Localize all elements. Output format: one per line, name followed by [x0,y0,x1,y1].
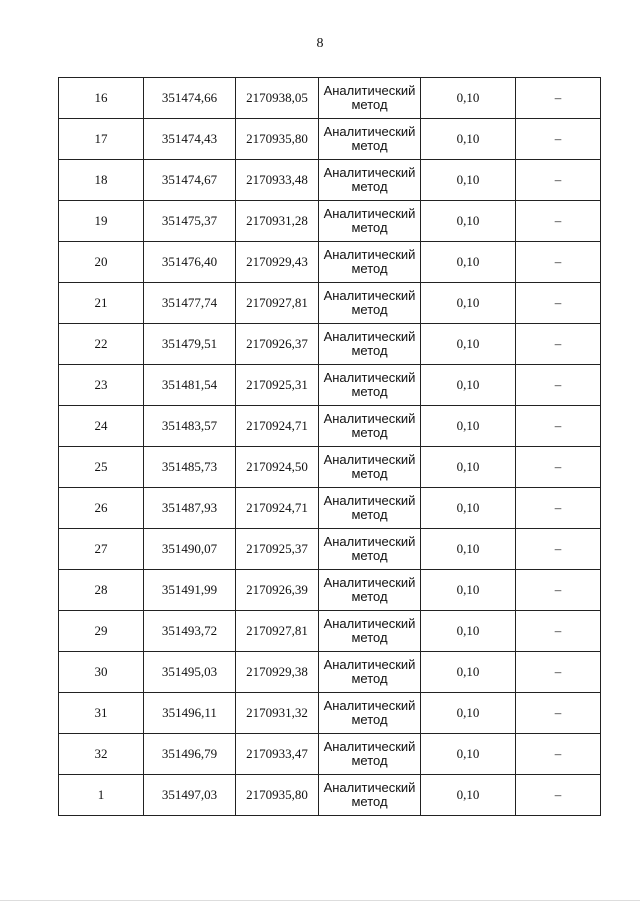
accuracy-cell: 0,10 [421,160,516,201]
note-cell: – [516,201,601,242]
method-line-2: метод [351,179,388,194]
x-coordinate-cell: 351476,40 [144,242,236,283]
method-cell [319,775,421,816]
point-number-cell: 22 [59,324,144,365]
x-coordinate-cell: 351491,99 [144,570,236,611]
method-line-1: Аналитический [323,370,416,385]
point-number-cell: 27 [59,529,144,570]
accuracy-cell: 0,10 [421,119,516,160]
y-coordinate-cell: 2170935,80 [236,119,319,160]
table-row [59,611,601,652]
x-coordinate-cell: 351490,07 [144,529,236,570]
x-coordinate-cell: 351479,51 [144,324,236,365]
x-coordinate-cell: 351474,67 [144,160,236,201]
method-line-1: Аналитический [323,534,416,549]
y-coordinate-cell: 2170938,05 [236,78,319,119]
note-cell: – [516,365,601,406]
x-coordinate-cell: 351477,74 [144,283,236,324]
y-coordinate-cell: 2170927,81 [236,283,319,324]
x-coordinate-cell: 351487,93 [144,488,236,529]
x-coordinate-cell: 351474,43 [144,119,236,160]
y-coordinate-cell: 2170933,48 [236,160,319,201]
x-coordinate-cell: 351485,73 [144,447,236,488]
method-line-2: метод [351,589,388,604]
table-row [59,78,601,119]
point-number-cell: 20 [59,242,144,283]
note-cell: – [516,324,601,365]
point-number-cell: 28 [59,570,144,611]
accuracy-cell: 0,10 [421,652,516,693]
method-line-2: метод [351,466,388,481]
method-line-1: Аналитический [323,616,416,631]
point-number-cell: 29 [59,611,144,652]
table-row [59,242,601,283]
table-row [59,447,601,488]
method-line-2: метод [351,97,388,112]
method-line-2: метод [351,261,388,276]
method-line-1: Аналитический [323,575,416,590]
point-number-cell: 23 [59,365,144,406]
table-row [59,283,601,324]
method-cell [319,119,421,160]
point-number-cell: 31 [59,693,144,734]
method-cell [319,283,421,324]
method-line-2: метод [351,507,388,522]
accuracy-cell: 0,10 [421,365,516,406]
x-coordinate-cell: 351493,72 [144,611,236,652]
y-coordinate-cell: 2170935,80 [236,775,319,816]
y-coordinate-cell: 2170927,81 [236,611,319,652]
method-line-1: Аналитический [323,288,416,303]
accuracy-cell: 0,10 [421,78,516,119]
method-line-2: метод [351,671,388,686]
x-coordinate-cell: 351481,54 [144,365,236,406]
method-line-2: метод [351,384,388,399]
method-cell [319,734,421,775]
method-cell [319,611,421,652]
note-cell: – [516,119,601,160]
method-cell [319,324,421,365]
method-line-2: метод [351,712,388,727]
table-row [59,652,601,693]
method-line-1: Аналитический [323,247,416,262]
table-row [59,119,601,160]
method-line-1: Аналитический [323,329,416,344]
point-number-cell: 21 [59,283,144,324]
method-cell [319,406,421,447]
method-cell [319,78,421,119]
point-number-cell: 30 [59,652,144,693]
point-number-cell: 16 [59,78,144,119]
method-line-2: метод [351,753,388,768]
y-coordinate-cell: 2170933,47 [236,734,319,775]
accuracy-cell: 0,10 [421,324,516,365]
x-coordinate-cell: 351495,03 [144,652,236,693]
note-cell: – [516,652,601,693]
note-cell: – [516,242,601,283]
x-coordinate-cell: 351475,37 [144,201,236,242]
y-coordinate-cell: 2170926,39 [236,570,319,611]
y-coordinate-cell: 2170925,31 [236,365,319,406]
accuracy-cell: 0,10 [421,734,516,775]
method-line-1: Аналитический [323,165,416,180]
method-line-2: метод [351,630,388,645]
method-line-1: Аналитический [323,657,416,672]
x-coordinate-cell: 351497,03 [144,775,236,816]
method-cell [319,365,421,406]
accuracy-cell: 0,10 [421,611,516,652]
method-cell [319,201,421,242]
point-number-cell: 25 [59,447,144,488]
note-cell: – [516,406,601,447]
accuracy-cell: 0,10 [421,488,516,529]
table-row [59,201,601,242]
table-row [59,324,601,365]
page-bottom-edge [0,900,640,901]
table-row [59,775,601,816]
y-coordinate-cell: 2170931,28 [236,201,319,242]
note-cell: – [516,693,601,734]
method-line-2: метод [351,302,388,317]
page-number: 8 [316,36,324,51]
x-coordinate-cell: 351496,79 [144,734,236,775]
table-row [59,529,601,570]
method-cell [319,160,421,201]
note-cell: – [516,529,601,570]
accuracy-cell: 0,10 [421,775,516,816]
coordinates-table [58,77,601,816]
method-line-2: метод [351,425,388,440]
coordinates-table-body [59,78,601,816]
note-cell: – [516,283,601,324]
y-coordinate-cell: 2170929,38 [236,652,319,693]
point-number-cell: 19 [59,201,144,242]
y-coordinate-cell: 2170924,50 [236,447,319,488]
method-line-2: метод [351,794,388,809]
method-line-1: Аналитический [323,698,416,713]
point-number-cell: 26 [59,488,144,529]
method-cell [319,570,421,611]
table-row [59,160,601,201]
accuracy-cell: 0,10 [421,447,516,488]
method-line-1: Аналитический [323,83,416,98]
y-coordinate-cell: 2170924,71 [236,406,319,447]
y-coordinate-cell: 2170926,37 [236,324,319,365]
point-number-cell: 1 [59,775,144,816]
point-number-cell: 18 [59,160,144,201]
method-line-1: Аналитический [323,739,416,754]
table-row [59,570,601,611]
method-line-1: Аналитический [323,206,416,221]
method-cell [319,242,421,283]
method-cell [319,652,421,693]
method-line-1: Аналитический [323,780,416,795]
table-row [59,693,601,734]
accuracy-cell: 0,10 [421,283,516,324]
method-line-1: Аналитический [323,493,416,508]
method-cell [319,447,421,488]
note-cell: – [516,160,601,201]
note-cell: – [516,611,601,652]
method-cell [319,488,421,529]
table-row [59,734,601,775]
note-cell: – [516,78,601,119]
x-coordinate-cell: 351474,66 [144,78,236,119]
method-line-1: Аналитический [323,411,416,426]
y-coordinate-cell: 2170925,37 [236,529,319,570]
table-row [59,406,601,447]
y-coordinate-cell: 2170924,71 [236,488,319,529]
method-line-1: Аналитический [323,452,416,467]
x-coordinate-cell: 351483,57 [144,406,236,447]
note-cell: – [516,488,601,529]
note-cell: – [516,734,601,775]
point-number-cell: 32 [59,734,144,775]
method-line-2: метод [351,138,388,153]
method-cell [319,693,421,734]
x-coordinate-cell: 351496,11 [144,693,236,734]
point-number-cell: 17 [59,119,144,160]
table-row [59,365,601,406]
table-row [59,488,601,529]
method-cell [319,529,421,570]
accuracy-cell: 0,10 [421,693,516,734]
y-coordinate-cell: 2170931,32 [236,693,319,734]
accuracy-cell: 0,10 [421,242,516,283]
accuracy-cell: 0,10 [421,570,516,611]
method-line-1: Аналитический [323,124,416,139]
note-cell: – [516,570,601,611]
accuracy-cell: 0,10 [421,406,516,447]
note-cell: – [516,447,601,488]
accuracy-cell: 0,10 [421,529,516,570]
method-line-2: метод [351,548,388,563]
accuracy-cell: 0,10 [421,201,516,242]
y-coordinate-cell: 2170929,43 [236,242,319,283]
point-number-cell: 24 [59,406,144,447]
note-cell: – [516,775,601,816]
method-line-2: метод [351,220,388,235]
method-line-2: метод [351,343,388,358]
